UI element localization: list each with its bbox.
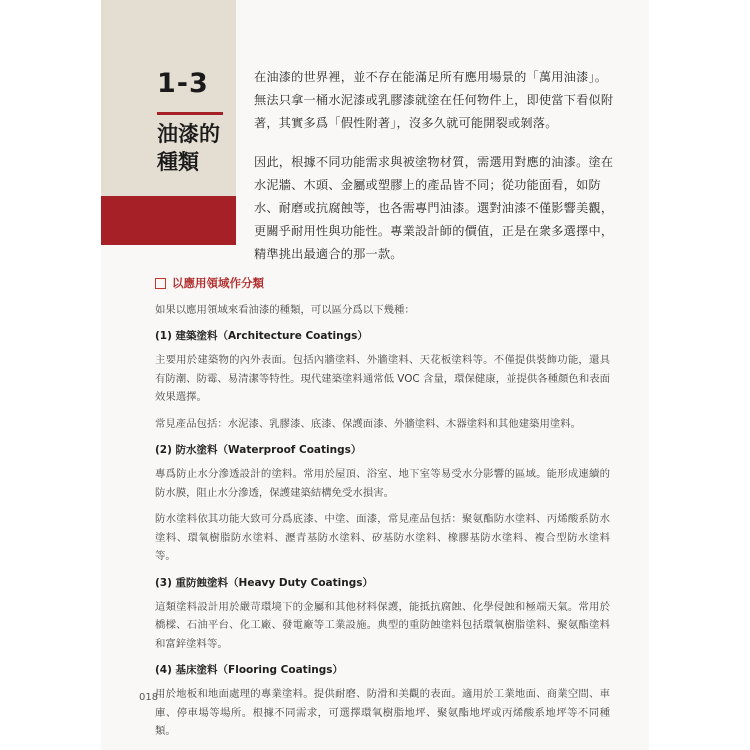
intro-paragraph: 在油漆的世界裡，並不存在能滿足所有應用場景的「萬用油漆」。無法只拿一桶水泥漆或乳膠漆就塗在任何物件上，即使當下看似附著，其實多爲「假性附著」，沒多久就可能開裂或剝落。 [254, 70, 614, 130]
item-heading-waterproof: (2) 防水塗料（Waterproof Coatings） [155, 444, 362, 456]
item-paragraph: 專爲防止水分滲透設計的塗料。常用於屋頂、浴室、地下室等易受水分影響的區域。能形成連續的防水膜，阻止水分滲透，保護建築結構免受水損害。 [155, 468, 610, 499]
section-lead: 如果以應用領域來看油漆的種類，可以區分爲以下幾種： [155, 304, 415, 316]
item-heading-heavy-duty: (3) 重防蝕塗料（Heavy Duty Coatings） [155, 576, 373, 589]
checkbox-square-icon [155, 278, 166, 289]
item-paragraph: 防水塗料依其功能大致可分爲底漆、中塗、面漆，常見產品包括：聚氨酯防水塗料、丙烯酸系防水塗料、環氧樹脂防水塗料、瀝青基防水塗料、矽基防水塗料、橡膠基防水塗料、複合型防水塗料等。 [155, 513, 610, 562]
item-paragraph: 主要用於建築物的內外表面。包括內牆塗料、外牆塗料、天花板塗料等。不僅提供裝飾功能，還具有防潮、防霉、易清潔等特性。現代建築塗料通常低 VOC 含量，環保健康，並提供各種顏色和表面效果選擇。 [155, 354, 610, 403]
chapter-band-accent [101, 196, 236, 245]
item-heading-flooring: (4) 基床塗料（Flooring Coatings） [155, 664, 344, 676]
item-heading-architecture: (1) 建築塗料（Architecture Coatings） [155, 330, 368, 342]
section-title: 以應用領域作分類 [172, 276, 264, 290]
page-number: 018 [139, 692, 159, 703]
item-paragraph: 用於地板和地面處理的專業塗料。提供耐磨、防滑和美觀的表面。適用於工業地面、商業空間、車庫、停車場等場所。根據不同需求，可選擇環氧樹脂地坪、聚氨酯地坪或丙烯酸系地坪等不同種類。 [155, 688, 610, 737]
item-paragraph: 這類塗料設計用於嚴苛環境下的金屬和其他材料保護，能抵抗腐蝕、化學侵蝕和極端天氣。常用於橋樑、石油平台、化工廠、發電廠等工業設施。典型的重防蝕塗料包括環氧樹脂塗料、聚氨酯塗料和富鋅塗料等。 [155, 600, 610, 650]
chapter-rule [157, 112, 223, 115]
intro-paragraph: 因此，根據不同功能需求與被塗物材質，需選用對應的油漆。塗在水泥牆、木頭、金屬或塑膠上的產品皆不同；從功能面看，如防水、耐磨或抗腐蝕等，也各需專門油漆。選對油漆不僅影響美觀，更關乎耐用性與功能性。專業設計師的價值，正是在衆多選擇中，精準挑出最適合的那一款。 [254, 155, 614, 261]
chapter-number: 1-3 [157, 68, 209, 99]
section-heading [155, 275, 610, 291]
section-body [155, 275, 610, 749]
chapter-title: 油漆的種類 [157, 122, 220, 174]
item-paragraph: 常見產品包括：水泥漆、乳膠漆、底漆、保護面漆、外牆塗料、木器塗料和其他建築用塗料。 [155, 417, 582, 430]
intro-text [254, 66, 614, 282]
book-page [101, 0, 649, 750]
